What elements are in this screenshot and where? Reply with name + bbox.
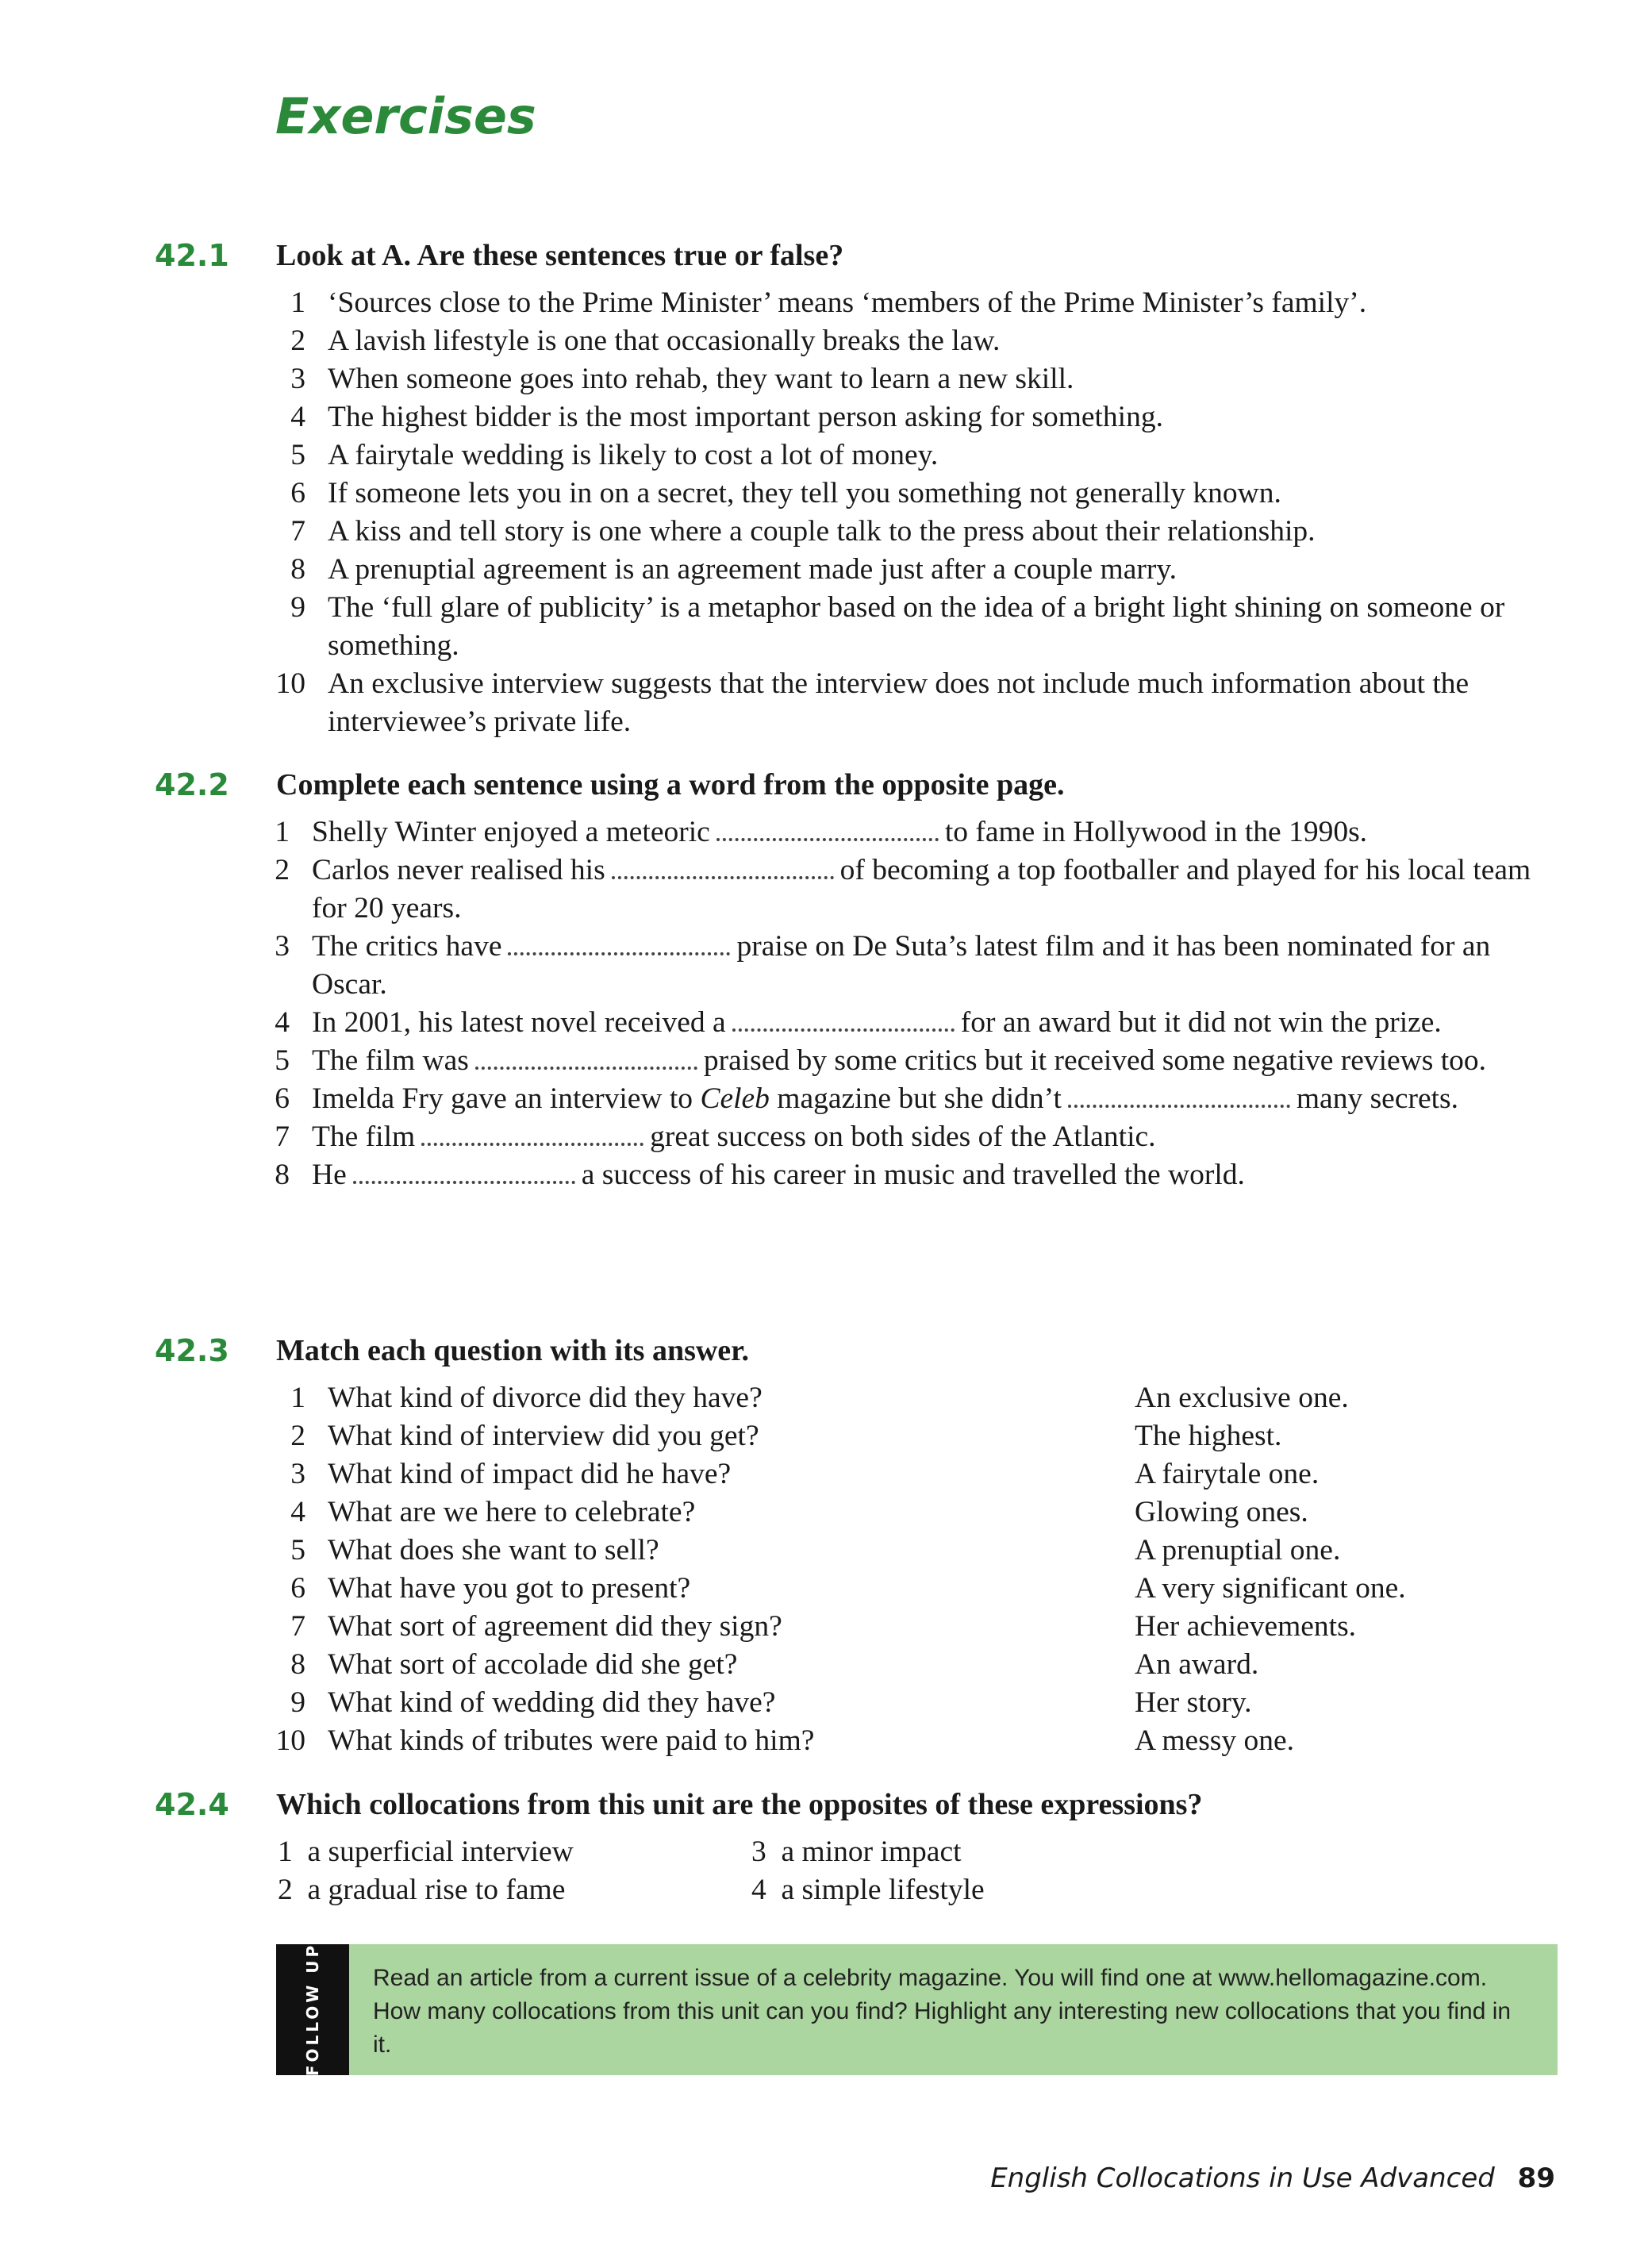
item-text-after: praised by some critics but it received some negative reviews too. [703, 1044, 1487, 1077]
exercise-header [155, 1786, 1551, 1824]
list-item: 1 a superficial interview [278, 1836, 574, 1868]
list-item: 2 a gradual rise to fame [278, 1874, 566, 1906]
item-text: The highest bidder is the most important person asking for something. [328, 401, 1163, 433]
item-number: 3 [275, 930, 290, 963]
question-text: What are we here to celebrate? [328, 1496, 696, 1528]
list-item [155, 851, 1551, 928]
item-number: 6 [290, 477, 305, 509]
answer-text: An award. [1135, 1648, 1259, 1681]
question-text: What have you got to present? [328, 1572, 691, 1605]
item-text-after: many secrets. [1296, 1082, 1458, 1115]
follow-up-label: FOLLOW UP [303, 1942, 322, 2077]
list-item [155, 589, 1551, 665]
item-text-before: Carlos never realised his [312, 854, 605, 886]
list-item [155, 1118, 1551, 1156]
answer-blank[interactable] [612, 852, 834, 879]
exercise-header [155, 236, 1551, 275]
list-item [155, 1004, 1551, 1042]
question-text: What sort of accolade did she get? [328, 1648, 738, 1681]
opposites-list [155, 1833, 1551, 1909]
item-number: 4 [275, 1006, 290, 1039]
follow-up-box [276, 1944, 1558, 2075]
magazine-title: Celeb [700, 1082, 770, 1115]
list-item [155, 551, 1551, 589]
follow-up-text: Read an article from a current issue of a celebrity magazine. You will find one at www.hellomagazine.com. How many collocations from this unit can you find? Highlight any interesting new collocations that you find in it. [373, 1965, 1512, 2058]
item-number: 1 [275, 816, 290, 848]
table-row [155, 1493, 1551, 1532]
table-row [155, 1455, 1551, 1493]
exercise-42-4 [155, 1786, 1551, 1909]
table-row [155, 1532, 1551, 1570]
item-number: 1 [290, 1382, 305, 1414]
exercise-number: 42.4 [155, 1787, 229, 1822]
answer-text: A fairytale one. [1135, 1458, 1320, 1490]
exercise-number: 42.2 [155, 767, 229, 802]
item-number: 8 [275, 1159, 290, 1191]
book-title: English Collocations in Use Advanced [990, 2162, 1495, 2194]
table-row [155, 1417, 1551, 1455]
item-text: A lavish lifestyle is one that occasionally breaks the law. [328, 325, 1001, 357]
item-number: 4 [290, 1496, 305, 1528]
question-text: What kind of impact did he have? [328, 1458, 732, 1490]
table-row [155, 1722, 1551, 1760]
item-number: 2 [275, 854, 290, 886]
list-item [155, 813, 1551, 851]
item-number: 6 [275, 1082, 290, 1115]
exercise-number: 42.3 [155, 1333, 229, 1368]
item-number: 7 [290, 515, 305, 548]
item-text: When someone goes into rehab, they want to learn a new skill. [328, 363, 1074, 395]
question-text: What kind of divorce did they have? [328, 1382, 763, 1414]
exercise-42-1 [155, 236, 1551, 741]
list-item [155, 1042, 1551, 1080]
item-number: 3 [290, 1458, 305, 1490]
answer-blank[interactable] [732, 1005, 955, 1032]
table-row [155, 1684, 1551, 1722]
answer-text: Glowing ones. [1135, 1496, 1308, 1528]
answer-blank[interactable] [475, 1043, 697, 1070]
list-item [155, 436, 1551, 475]
item-number: 4 [290, 401, 305, 433]
page-number: 89 [1517, 2162, 1555, 2194]
item-number: 10 [275, 1724, 305, 1757]
list-item [155, 513, 1551, 551]
item-number: 2 [290, 1420, 305, 1452]
question-text: What kind of interview did you get? [328, 1420, 759, 1452]
matching-table [155, 1379, 1551, 1760]
item-number: 8 [290, 1648, 305, 1681]
item-number: 5 [290, 439, 305, 471]
table-row [155, 1570, 1551, 1608]
item-number: 2 [290, 325, 305, 357]
item-number: 9 [290, 591, 305, 624]
item-number: 5 [290, 1534, 305, 1566]
answer-text: Her achievements. [1135, 1610, 1357, 1643]
item-number: 10 [275, 667, 305, 700]
answer-text: A prenuptial one. [1135, 1534, 1341, 1566]
question-text: What does she want to sell? [328, 1534, 659, 1566]
item-number: 5 [275, 1044, 290, 1077]
exercise-instruction: Which collocations from this unit are the opposites of these expressions? [276, 1788, 1203, 1821]
item-text-after: a success of his career in music and travelled the world. [581, 1159, 1245, 1191]
list-item [155, 322, 1551, 360]
answer-text: A very significant one. [1135, 1572, 1406, 1605]
question-text: What kind of wedding did they have? [328, 1686, 776, 1719]
table-row [155, 1608, 1551, 1646]
exercise-42-2 [155, 766, 1551, 1194]
item-text-before: The film was [312, 1044, 469, 1077]
answer-text: An exclusive one. [1135, 1382, 1349, 1414]
table-row [155, 1379, 1551, 1417]
item-text-before: Imelda Fry gave an interview to [312, 1082, 693, 1115]
exercise-instruction: Complete each sentence using a word from the opposite page. [276, 768, 1065, 801]
item-number: 6 [290, 1572, 305, 1605]
item-text-before: He [312, 1159, 347, 1191]
list-item [155, 360, 1551, 398]
item-text-after: of becoming a top footballer and played for his local team for 20 years. [312, 854, 1531, 924]
item-text-after: for an award but it did not win the prize. [960, 1006, 1442, 1039]
item-number: 7 [275, 1121, 290, 1153]
answer-blank[interactable] [353, 1157, 575, 1184]
gap-fill-list [155, 813, 1551, 1194]
item-number: 7 [290, 1610, 305, 1643]
exercise-number: 42.1 [155, 238, 229, 273]
answer-blank[interactable] [508, 928, 730, 955]
list-item [155, 475, 1551, 513]
item-text: A fairytale wedding is likely to cost a lot of money. [328, 439, 939, 471]
answer-blank[interactable] [716, 814, 939, 841]
item-number: 1 [290, 286, 305, 319]
item-text-after: to fame in Hollywood in the 1990s. [944, 816, 1368, 848]
item-text-after: praise on De Suta’s latest film and it has been nominated for an Oscar. [312, 930, 1491, 1001]
page-title: Exercises [275, 87, 536, 145]
page-footer [990, 2162, 1555, 2194]
list-item [155, 665, 1551, 741]
exercise-header [155, 766, 1551, 804]
item-text-before: Shelly Winter enjoyed a meteoric [312, 816, 710, 848]
item-number: 8 [290, 553, 305, 586]
answer-text: Her story. [1135, 1686, 1252, 1719]
table-row [155, 1646, 1551, 1684]
item-text: If someone lets you in on a secret, they tell you something not generally known. [328, 477, 1281, 509]
item-text: A kiss and tell story is one where a couple talk to the press about their relationship. [328, 515, 1316, 548]
answer-blank[interactable] [421, 1119, 643, 1146]
exercise-instruction: Match each question with its answer. [276, 1334, 750, 1367]
list-item [155, 398, 1551, 436]
list-item [155, 1080, 1551, 1118]
exercise-42-3 [155, 1332, 1551, 1760]
item-text-before: The critics have [312, 930, 502, 963]
item-text: ‘Sources close to the Prime Minister’ means ‘members of the Prime Minister’s family’. [328, 286, 1367, 319]
list-item: 3 a minor impact [751, 1836, 962, 1868]
item-number: 3 [290, 363, 305, 395]
exercise-instruction: Look at A. Are these sentences true or false? [276, 239, 844, 272]
item-text-before: The film [312, 1121, 416, 1153]
item-text-after: great success on both sides of the Atlantic. [650, 1121, 1156, 1153]
list-item: 4 a simple lifestyle [751, 1874, 985, 1906]
exercise-header [155, 1332, 1551, 1370]
follow-up-label-band [276, 1944, 349, 2075]
answer-blank[interactable] [1068, 1081, 1290, 1108]
true-false-list [155, 284, 1551, 741]
item-text: An exclusive interview suggests that the interview does not include much information about the interviewee’s private life. [328, 667, 1469, 738]
list-item [155, 284, 1551, 322]
answer-text: A messy one. [1135, 1724, 1295, 1757]
item-text-before: In 2001, his latest novel received a [312, 1006, 726, 1039]
item-text: The ‘full glare of publicity’ is a metaphor based on the idea of a bright light shining on someone or something. [328, 591, 1505, 662]
answer-text: The highest. [1135, 1420, 1282, 1452]
list-item [155, 1156, 1551, 1194]
item-text-before: magazine but she didn’t [777, 1082, 1062, 1115]
question-text: What kinds of tributes were paid to him? [328, 1724, 815, 1757]
item-text: A prenuptial agreement is an agreement made just after a couple marry. [328, 553, 1177, 586]
question-text: What sort of agreement did they sign? [328, 1610, 782, 1643]
list-item [155, 928, 1551, 1004]
item-number: 9 [290, 1686, 305, 1719]
